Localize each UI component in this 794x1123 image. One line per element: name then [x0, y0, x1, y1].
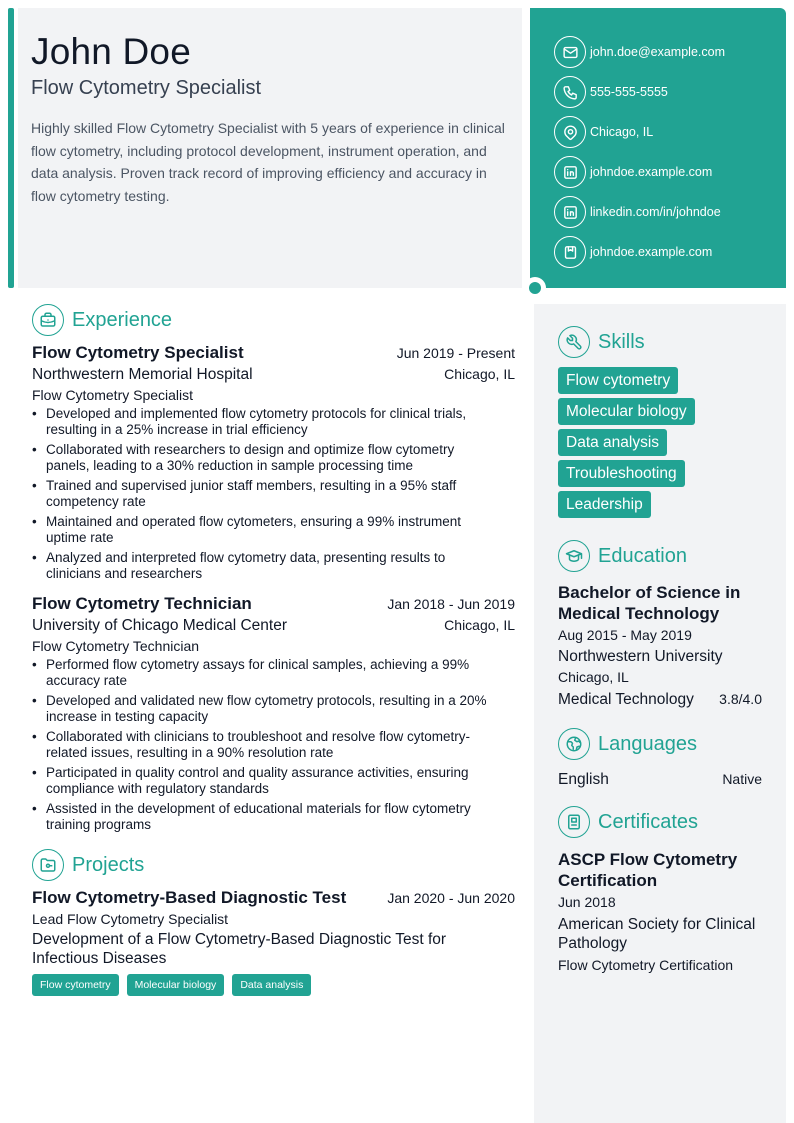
list-item: • Collaborated with researchers to design and optimize flow cytometry panels, leading to a 30% reduction in sample processing time: [32, 442, 515, 474]
job-title: Flow Cytometry Specialist: [32, 343, 244, 362]
education-heading: [558, 540, 762, 572]
job-role: Flow Cytometry Technician: [32, 638, 200, 654]
certificate-name: ASCP Flow Cytometry Certification: [558, 850, 738, 890]
contact-portfolio[interactable]: [554, 232, 786, 272]
header-accent-bar: [8, 8, 14, 288]
graduation-cap-icon: [558, 540, 590, 572]
skill-chip: Troubleshooting: [558, 460, 685, 487]
project-tag: Data analysis: [232, 974, 311, 996]
education-entry: [558, 582, 762, 710]
certificate-description: Flow Cytometry Certification: [558, 957, 734, 973]
job-location: Chicago, IL: [444, 366, 515, 382]
job-bullets: [32, 657, 515, 833]
project-role: Lead Flow Cytometry Specialist: [32, 911, 229, 927]
list-item: • Performed flow cytometry assays for clinical samples, achieving a 99% accuracy rate: [32, 657, 515, 689]
certificate-entry: [558, 849, 762, 976]
skills-heading: [558, 326, 762, 358]
job-title: Flow Cytometry Technician: [32, 594, 252, 613]
certificate-icon: [558, 806, 590, 838]
list-item: • Collaborated with clinicians to troubleshoot and resolve flow cytometry-related issues, resulting in a 90% resolution rate: [32, 729, 515, 761]
education-location: Chicago, IL: [558, 669, 629, 685]
education-gpa: 3.8/4.0: [719, 691, 762, 707]
education-field: Medical Technology: [558, 691, 694, 708]
job-bullets: [32, 406, 515, 582]
contact-phone-text: 555-555-5555: [590, 85, 668, 99]
header: [18, 8, 522, 288]
education-school: Northwestern University: [558, 648, 723, 665]
job-1: [32, 343, 515, 582]
linkedin-icon: [554, 196, 586, 228]
language-row: [558, 769, 762, 790]
projects-title: Projects: [72, 853, 145, 876]
education-degree: Bachelor of Science in Medical Technology: [558, 583, 741, 623]
language-name: English: [558, 771, 609, 788]
languages-title: Languages: [598, 732, 697, 755]
job-dates: Jun 2019 - Present: [396, 345, 515, 361]
certificate-date: Jun 2018: [558, 894, 616, 910]
main-column: [32, 304, 515, 996]
list-item: • Developed and implemented flow cytometry protocols for clinical trials, resulting in a 25% increase in trial efficiency: [32, 406, 515, 438]
mail-icon: [554, 36, 586, 68]
list-item: • Maintained and operated flow cytometers, ensuring a 99% instrument uptime rate: [32, 514, 515, 546]
candidate-title: Flow Cytometry Specialist: [31, 77, 262, 99]
education-dates: Aug 2015 - May 2019: [558, 627, 692, 643]
certificate-issuer: American Society for Clinical Pathology: [558, 916, 756, 952]
experience-title: Experience: [72, 308, 173, 331]
skills-title: Skills: [598, 330, 645, 353]
experience-heading: [32, 304, 515, 336]
job-role: Flow Cytometry Specialist: [32, 387, 194, 403]
contact-email-text: john.doe@example.com: [590, 45, 725, 59]
list-item: • Assisted in the development of educational materials for flow cytometry training programs: [32, 801, 515, 833]
project-tags: [32, 974, 515, 996]
list-item: • Developed and validated new flow cytometry protocols, resulting in a 20% increase in testing capacity: [32, 693, 515, 725]
job-location: Chicago, IL: [444, 617, 515, 633]
languages-heading: [558, 728, 762, 760]
linkedin-icon: [554, 156, 586, 188]
contact-portfolio-text: johndoe.example.com: [590, 245, 713, 259]
contact-location: [554, 112, 786, 152]
contact-phone[interactable]: [554, 72, 786, 112]
certificates-title: Certificates: [598, 810, 699, 833]
job-2: [32, 594, 515, 833]
globe-icon: [558, 728, 590, 760]
contact-email[interactable]: [554, 32, 786, 72]
project-title: Flow Cytometry-Based Diagnostic Test: [32, 888, 347, 907]
language-level: Native: [722, 771, 762, 787]
phone-icon: [554, 76, 586, 108]
contact-website-text: johndoe.example.com: [590, 165, 713, 179]
project-dates: Jan 2020 - Jun 2020: [387, 890, 515, 906]
contact-website[interactable]: [554, 152, 786, 192]
project-description: Development of a Flow Cytometry-Based Diagnostic Test for Infectious Diseases: [32, 931, 447, 967]
skills-list: [558, 367, 762, 522]
list-item: • Trained and supervised junior staff members, resulting in a 95% staff competency rate: [32, 478, 515, 510]
portfolio-icon: [554, 236, 586, 268]
skill-chip: Data analysis: [558, 429, 667, 456]
wrench-icon: [558, 326, 590, 358]
job-company: Northwestern Memorial Hospital: [32, 366, 253, 383]
job-company: University of Chicago Medical Center: [32, 617, 287, 634]
folder-icon: [32, 849, 64, 881]
sidebar: [534, 304, 786, 1123]
skill-chip: Flow cytometry: [558, 367, 678, 394]
project-tag: Molecular biology: [127, 974, 225, 996]
location-icon: [554, 116, 586, 148]
list-item: • Participated in quality control and quality assurance activities, ensuring compliance with regulatory standards: [32, 765, 515, 797]
skill-chip: Leadership: [558, 491, 651, 518]
job-dates: Jan 2018 - Jun 2019: [387, 596, 515, 612]
certificates-heading: [558, 806, 762, 838]
project-1: [32, 888, 515, 996]
contact-location-text: Chicago, IL: [590, 125, 654, 139]
project-tag: Flow cytometry: [32, 974, 119, 996]
contact-linkedin-text: linkedin.com/in/johndoe: [590, 205, 721, 219]
summary: Highly skilled Flow Cytometry Specialist with 5 years of experience in clinical flow cytometry, including protocol development, instrument operation, and data analysis. Proven track record of improving efficiency and accuracy in flow cytometry testing.: [31, 120, 505, 205]
projects-heading: [32, 849, 515, 881]
header-connector-dot: [524, 277, 546, 299]
skill-chip: Molecular biology: [558, 398, 695, 425]
candidate-name: John Doe: [31, 31, 191, 72]
list-item: • Analyzed and interpreted flow cytometry data, presenting results to clinicians and researchers: [32, 550, 515, 582]
contact-panel: [530, 8, 786, 288]
contact-linkedin[interactable]: [554, 192, 786, 232]
education-title: Education: [598, 544, 687, 567]
briefcase-icon: [32, 304, 64, 336]
